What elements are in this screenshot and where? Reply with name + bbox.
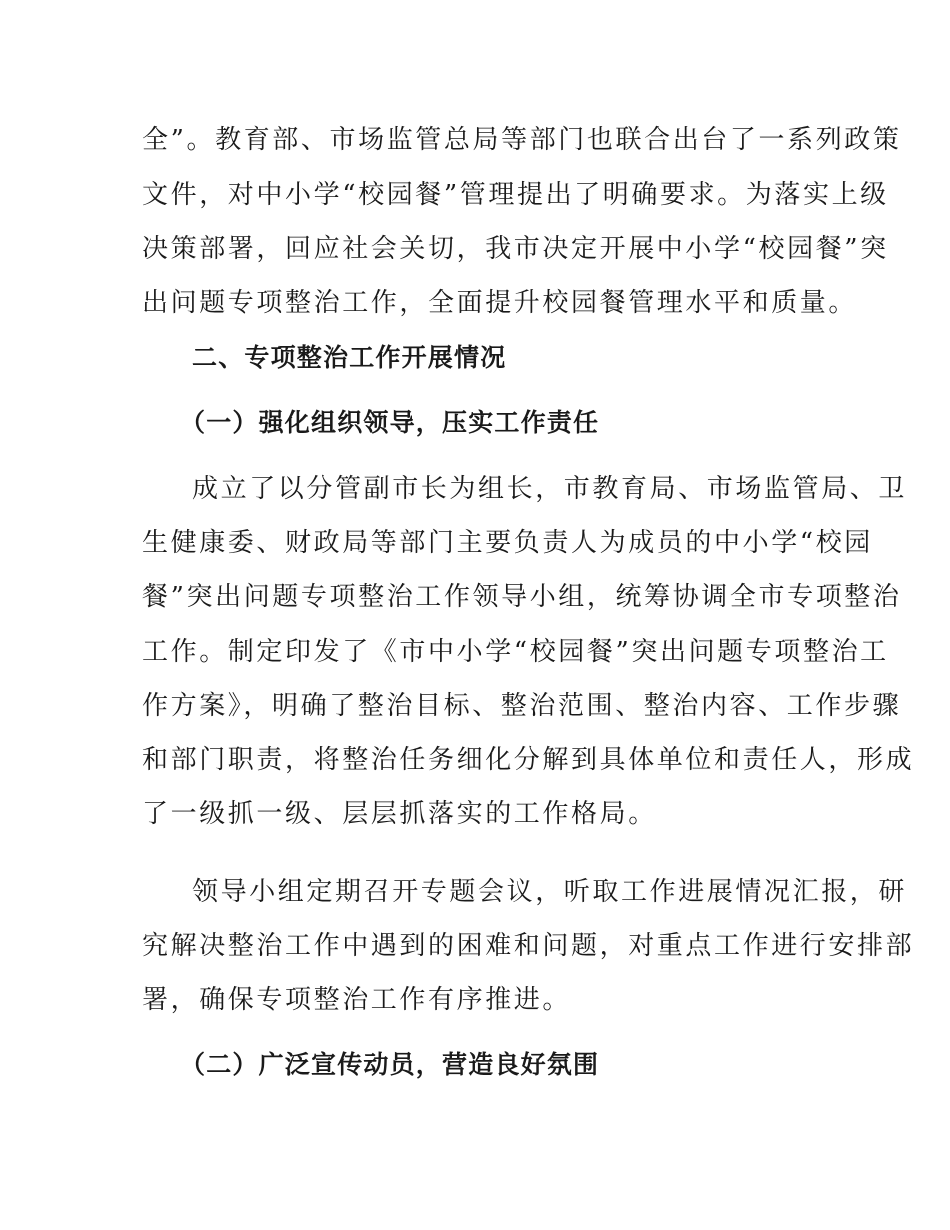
paragraph-line: 工作。制定印发了《市中小学“校园餐”突出问题专项整治工	[142, 637, 889, 667]
section-heading: 二、专项整治工作开展情况	[192, 343, 507, 372]
paragraph-line: 作方案》，明确了整治目标、整治范围、整治内容、工作步骤	[142, 691, 902, 721]
paragraph-line: 决策部署，回应社会关切，我市决定开展中小学“校园餐”突	[142, 234, 889, 264]
paragraph-line: 领导小组定期召开专题会议，听取工作进展情况汇报，研	[192, 877, 908, 907]
paragraph-line: 出问题专项整治工作，全面提升校园餐管理水平和质量。	[142, 288, 858, 318]
subsection-heading: （一）强化组织领导，压实工作责任	[180, 408, 600, 437]
paragraph-line: 餐”突出问题专项整治工作领导小组，统筹协调全市专项整治	[142, 582, 902, 612]
paragraph-line: 生健康委、财政局等部门主要负责人为成员的中小学“校园	[142, 528, 873, 558]
paragraph-line: 全”。教育部、市场监管总局等部门也联合出台了一系列政策	[142, 125, 902, 155]
paragraph-line: 成立了以分管副市长为组长，市教育局、市场监管局、卫	[192, 474, 908, 504]
subsection-heading: （二）广泛宣传动员，营造良好氛围	[180, 1050, 600, 1079]
paragraph-line: 究解决整治工作中遇到的困难和问题，对重点工作进行安排部	[142, 931, 915, 961]
paragraph-line: 署，确保专项整治工作有序推进。	[142, 985, 572, 1015]
paragraph-line: 了一级抓一级、层层抓落实的工作格局。	[142, 799, 657, 829]
paragraph-line: 文件，对中小学“校园餐”管理提出了明确要求。为落实上级	[142, 180, 889, 210]
paragraph-line: 和部门职责，将整治任务细化分解到具体单位和责任人，形成	[142, 745, 915, 775]
